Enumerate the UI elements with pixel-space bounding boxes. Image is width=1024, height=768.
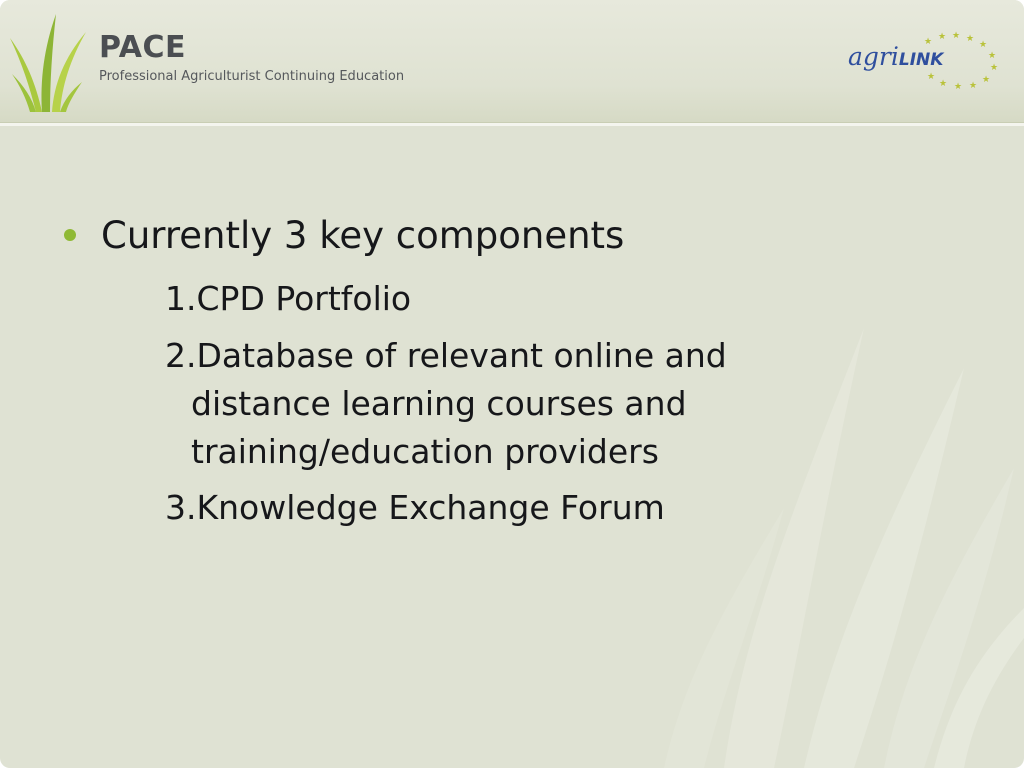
list-item-2 bbox=[165, 332, 727, 476]
list-item-number: 1. bbox=[165, 279, 197, 318]
svg-text:★: ★ bbox=[927, 72, 936, 82]
list-item-text-continued: distance learning courses and bbox=[191, 384, 687, 423]
svg-text:★: ★ bbox=[990, 63, 999, 73]
svg-text:★: ★ bbox=[969, 81, 978, 91]
agrilink-prefix: agri bbox=[848, 42, 899, 71]
app-subtitle: Professional Agriculturist Continuing Education bbox=[99, 69, 405, 84]
svg-text:★: ★ bbox=[966, 34, 975, 44]
svg-text:★: ★ bbox=[979, 40, 988, 50]
bullet-text: Currently 3 key components bbox=[101, 214, 625, 257]
list-item-number: 3. bbox=[165, 488, 197, 527]
app-title: PACE bbox=[99, 30, 186, 65]
list-item-number: 2. bbox=[165, 336, 197, 375]
bullet-dot-icon bbox=[64, 229, 76, 241]
svg-text:★: ★ bbox=[952, 31, 961, 41]
svg-text:★: ★ bbox=[939, 79, 948, 89]
list-item-3 bbox=[165, 484, 665, 532]
svg-text:★: ★ bbox=[982, 75, 991, 85]
svg-text:★: ★ bbox=[954, 82, 963, 92]
svg-text:★: ★ bbox=[988, 51, 997, 61]
list-item-text: CPD Portfolio bbox=[196, 279, 412, 318]
list-item-text: Database of relevant online and bbox=[196, 336, 727, 375]
svg-text:★: ★ bbox=[938, 32, 947, 42]
list-item-1 bbox=[165, 275, 411, 323]
list-item-text-continued: training/education providers bbox=[191, 432, 659, 471]
agrilink-suffix: LINK bbox=[898, 50, 944, 70]
svg-text:★: ★ bbox=[924, 37, 933, 47]
list-item-text: Knowledge Exchange Forum bbox=[196, 488, 665, 527]
